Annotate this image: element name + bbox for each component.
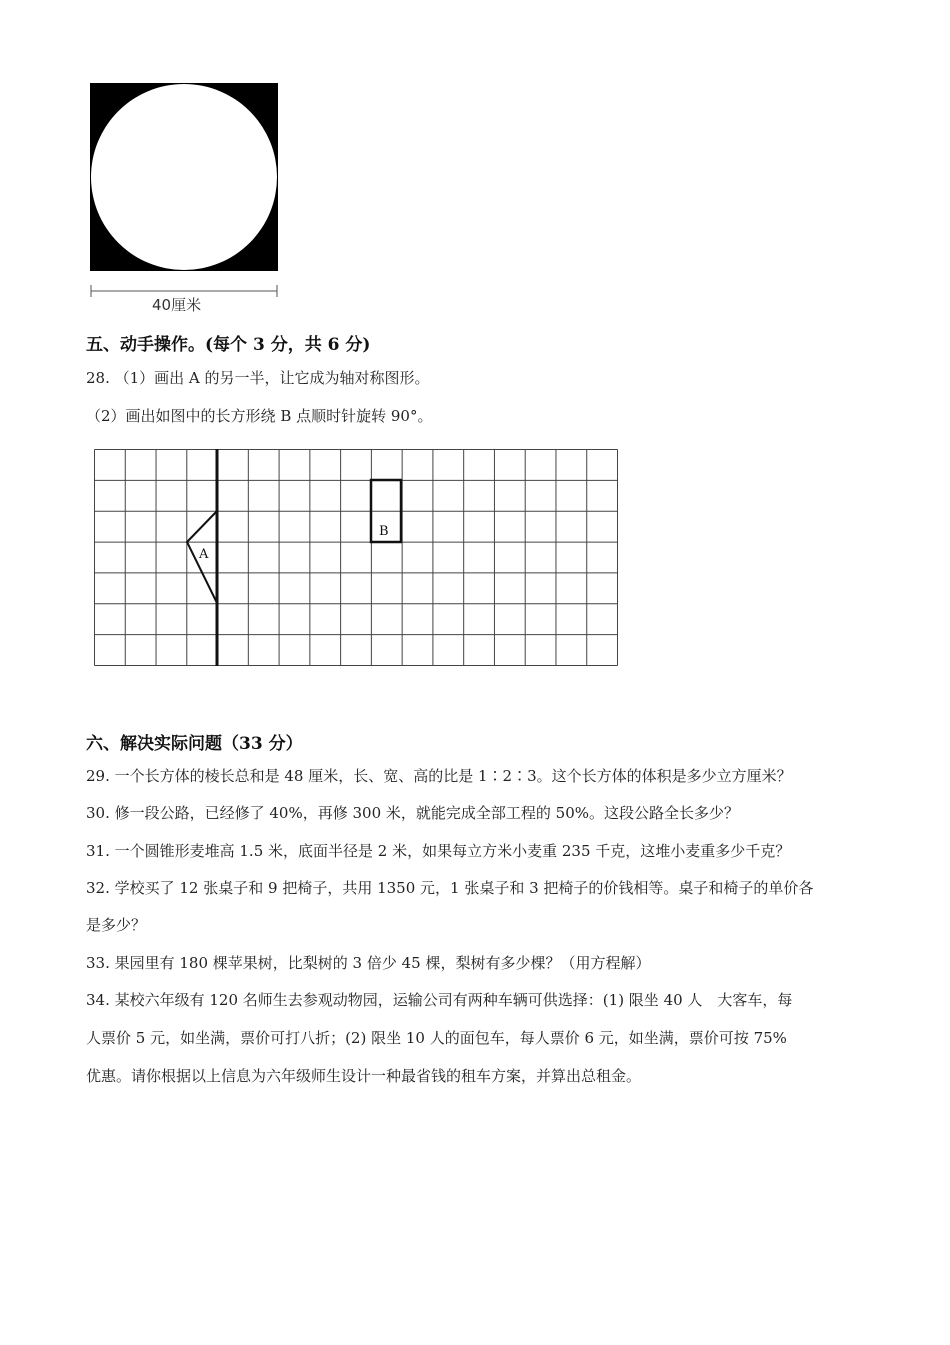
dimension-label: 40厘米 (152, 296, 202, 314)
question-33: 33. 果园里有 180 棵苹果树，比梨树的 3 倍少 45 棵，梨树有多少棵？（用方程解） (86, 954, 651, 972)
question-32-line2: 是多少？ (86, 916, 147, 934)
question-34-line3: 优惠。请你根据以上信息为六年级师生设计一种最省钱的租车方案，并算出总租金。 (86, 1067, 642, 1085)
section5-heading: 五、动手操作。(每个 3 分，共 6 分) (86, 335, 371, 355)
grid-figure (94, 449, 619, 667)
section6-heading: 六、解决实际问题（33 分） (86, 734, 303, 754)
question-28-part1: 28. （1）画出 A 的另一半，让它成为轴对称图形。 (86, 369, 430, 387)
question-30: 30. 修一段公路，已经修了 40%，再修 300 米，就能完成全部工程的 50%。这段公路全长多少？ (86, 804, 740, 822)
question-28-part2: （2）画出如图中的长方形绕 B 点顺时针旋转 90°。 (86, 407, 433, 425)
question-29: 29. 一个长方体的棱长总和是 48 厘米，长、宽、高的比是 1∶2∶3。这个长方体的体积是多少立方厘米？ (86, 767, 792, 785)
question-34-line1: 34. 某校六年级有 120 名师生去参观动物园，运输公司有两种车辆可供选择：(1) 限坐 40 人 大客车，每 (86, 991, 793, 1009)
inscribed-circle (91, 84, 277, 270)
rectangle-b-label: B (379, 524, 389, 539)
question-31: 31. 一个圆锥形麦堆高 1.5 米，底面半径是 2 米，如果每立方米小麦重 235 千克，这堆小麦重多少千克？ (86, 842, 791, 860)
shape-a-label: A (199, 547, 209, 562)
question-32-line1: 32. 学校买了 12 张桌子和 9 把椅子，共用 1350 元，1 张桌子和 3 把椅子的价钱相等。桌子和椅子的单价各 (86, 879, 814, 897)
question-34-line2: 人票价 5 元，如坐满，票价可打八折；(2) 限坐 10 人的面包车，每人票价 6 元，如坐满，票价可按 75% (86, 1029, 787, 1047)
square-with-inscribed-circle (90, 83, 278, 271)
